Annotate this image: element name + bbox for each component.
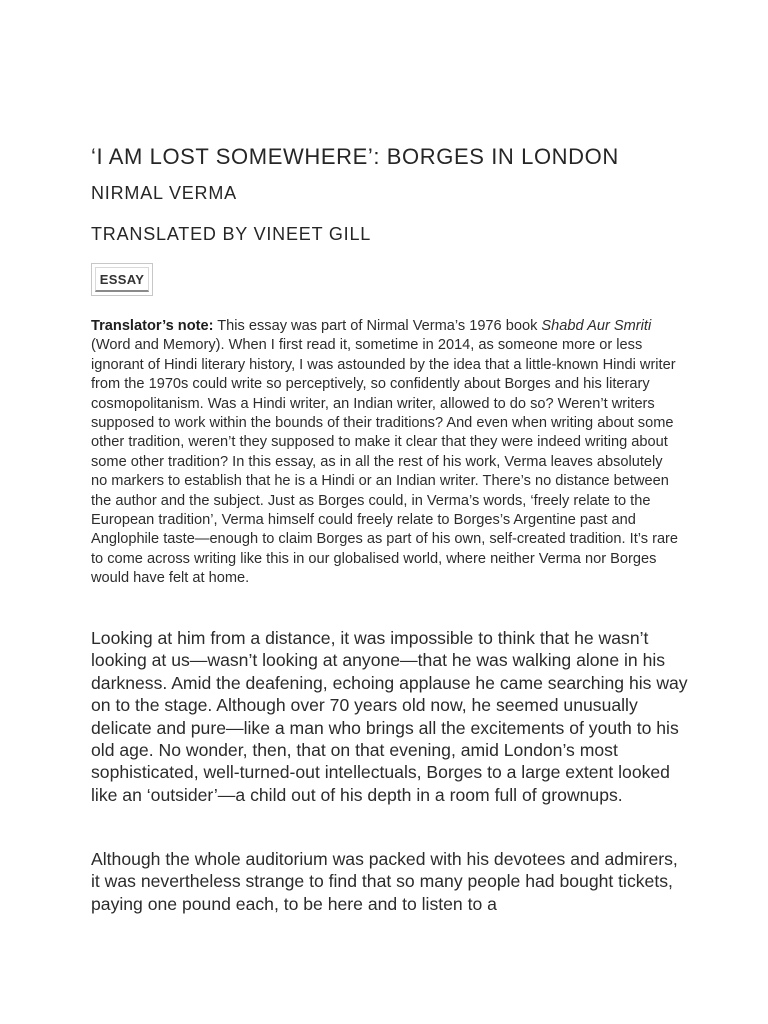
article-translator: TRANSLATED BY VINEET GILL	[91, 224, 372, 244]
document-page	[91, 143, 691, 914]
article-author: NIRMAL VERMA	[91, 183, 237, 203]
translator-note-book-title: Shabd Aur Smriti	[541, 318, 652, 334]
article-title: ‘I AM LOST SOMEWHERE’: BORGES IN LONDON	[91, 144, 619, 169]
essay-tag[interactable]	[91, 263, 153, 296]
translator-note-label: Translator’s note:	[91, 318, 214, 334]
essay-tag-label: ESSAY	[99, 271, 145, 287]
translator-note-text-1: This essay was part of Nirmal Verma’s 1976 book	[213, 318, 542, 334]
translator-note	[91, 317, 681, 589]
body-paragraph-1: Looking at him from a distance, it was impossible to think that he wasn’t looking at us—wasn’t looking at anyone—that he was walking alone in his darkness. Amid the deafening, echoing applause he came searching his way on to the stage. Although over 70 years old now, he seemed unusually delicate and pure—like a man who brings all the excitements of youth to his old age. No wonder, then, that on that evening, amid London’s most sophisticated, well-turned-out intellectuals, Borges to a large extent looked like an ‘outsider’—a child out of his depth in a room full of grownups.	[91, 628, 688, 805]
body-paragraph-2: Although the whole auditorium was packed with his devotees and admirers, it was nevertheless strange to find that so many people had bought tickets, paying one pound each, to be here and to listen to a	[91, 849, 678, 914]
essay-tag-inner	[95, 267, 149, 292]
translator-note-text-2: (Word and Memory). When I first read it, sometime in 2014, as someone more or less ignorant of Hindi literary history, I was astounded by the idea that a little-known Hindi writer from the 1970s could write so perceptively, so confidently about Borges and his literary cosmopolitanism. Was a Hindi writer, an Indian writer, allowed to do so? Weren’t writers supposed to work within the bounds of their traditions? And even when writing about some other tradition, weren’t they supposed to make it clear that they were indeed writing about some other tradition? In this essay, as in all the rest of his work, Verma leaves absolutely no markers to establish that he is a Hindi or an Indian writer. There’s no distance between the author and the subject. Just as Borges could, in Verma’s words, ‘freely relate to the European tradition’, Verma himself could freely relate to Borges’s Argentine past and Anglophile taste—enough to claim Borges as part of his own, self-created tradition. It’s rare to come across writing like this in our globalised world, where neither Verma nor Borges would have felt at home.	[91, 337, 679, 587]
